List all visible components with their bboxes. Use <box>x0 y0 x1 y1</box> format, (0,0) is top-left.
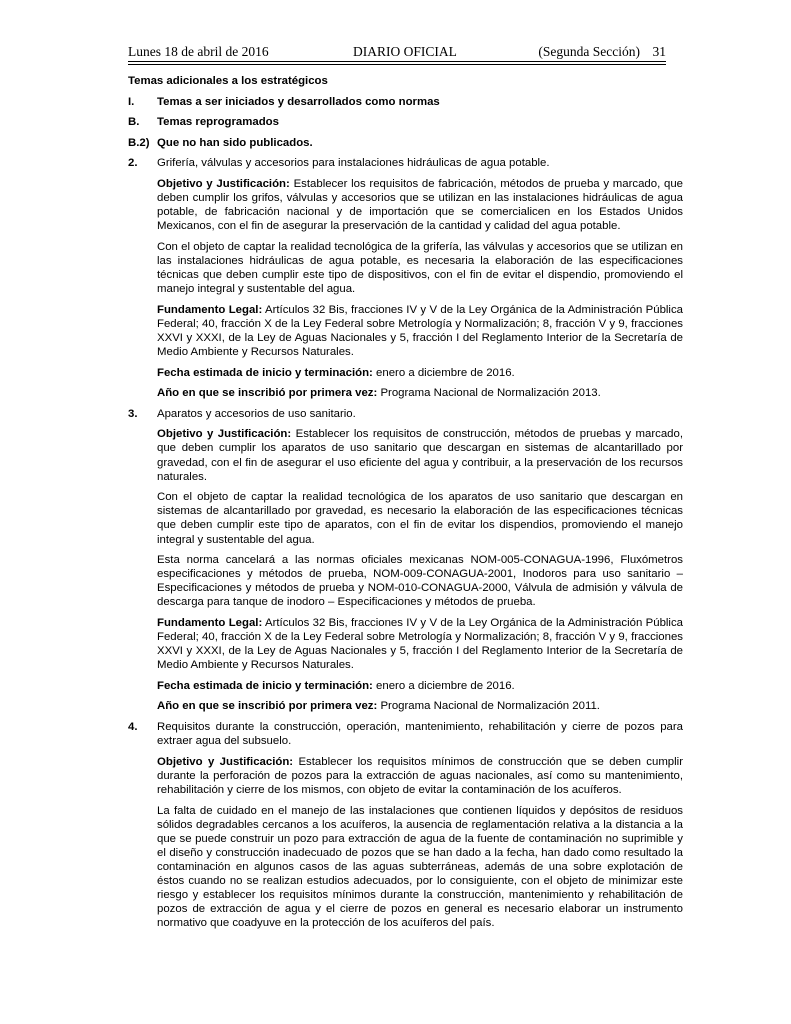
fundamento-label: Fundamento Legal: <box>157 303 263 316</box>
objetivo-text: Establecer los requisitos de fabricación, métodos de prueba y marcado, que deben cumplir los grifos, válvulas y accesorios que se utilizan en las instalaciones hidráulicas de agua potable, de fabricación nacional y de importación que se comercialicen en los Estados Unidos Mexicanos, con el fin de asegurar la preservación de la cantidad y calidad del agua potable. <box>157 177 684 233</box>
header-rule-top <box>128 61 666 62</box>
objetivo-label: Objetivo y Justificación: <box>157 177 290 190</box>
item-number: 4. <box>128 721 138 734</box>
objetivo-paragraph <box>157 427 683 483</box>
objetivo-label: Objetivo y Justificación: <box>157 755 294 768</box>
header-page-number: 31 <box>652 44 666 59</box>
list-item <box>128 156 683 170</box>
fundamento-text: Artículos 32 Bis, fracciones IV y V de la Ley Orgánica de la Administración Pública Federal; 40, fracción X de la Ley Federal sobre Metrología y Normalización; 8, fracción V y 9, fracciones XXVI y XXXI, de la Ley de Aguas Nacionales y 5, fracción I del Reglamento Interior de la Secretaría de Medio Ambiente y Recursos Naturales. <box>157 303 683 358</box>
body-paragraph: Esta norma cancelará a las normas oficiales mexicanas NOM-005-CONAGUA-1996, Fluxómetros especificaciones y métodos de prueba, NOM-009-CONAGUA-2001, Inodoros para uso sanitario – Especificaciones y métodos de prueba y NOM-010-CONAGUA-2000, Válvula de admisión y válvula de descarga para tanque de inodoro – Especificaciones y métodos de prueba. <box>157 554 683 609</box>
objetivo-text: Establecer los requisitos mínimos de construcción que se deben cumplir durante la perforación de pozos para la extracción de aguas nacionales, así como su mantenimiento, rehabilitación y cierre de los mismos, con objeto de evitar la contaminación de los acuíferos. <box>157 755 683 796</box>
anio-label: Año en que se inscribió por primera vez: <box>157 700 378 713</box>
item-number: 2. <box>128 157 138 170</box>
list-item <box>128 407 683 421</box>
section-b2-number: B.2) <box>128 136 150 149</box>
anio-paragraph <box>157 699 683 713</box>
objetivo-text: Establecer los requisitos de construcción, métodos de pruebas y marcado, que deben cumplir los aparatos de uso sanitario que descargan en sistemas de alcantarillado por gravedad, con el fin de asegurar el uso eficiente del agua y contribuir, a la preservación de los recursos naturales. <box>157 428 683 483</box>
objetivo-label: Objetivo y Justificación: <box>157 428 292 441</box>
section-b2 <box>128 136 683 150</box>
body-paragraph: Con el objeto de captar la realidad tecnológica de la grifería, las válvulas y accesorios que se utilizan en las instalaciones hidráulicas de agua potable, es necesaria la elaboración de las especificaciones técnicas que deben cumplir este tipo de dispositivos, con el fin de evitar el dispendio, promoviendo el manejo integral y sustentable del agua. <box>157 240 683 296</box>
anio-label: Año en que se inscribió por primera vez: <box>157 387 378 400</box>
section-heading: Temas adicionales a los estratégicos <box>128 75 328 87</box>
section-i-text: Temas a ser iniciados y desarrollados como normas <box>157 95 440 108</box>
fundamento-paragraph <box>157 303 683 359</box>
header-title: DIARIO OFICIAL <box>353 44 457 59</box>
body-paragraph: La falta de cuidado en el manejo de las instalaciones que contienen líquidos y depósitos de residuos sólidos degradables cercanos a los acuíferos, la ausencia de reglamentación relativa a la distancia a la que se puede construir un pozo para extracción de agua de la fuente de contaminación no suprimible y el diseño y construcción inadecuado de pozos que se han dado a la fecha, han dado como resultado la contaminación en algunos casos de las aguas subterráneas, además de una sobre explotación de éstos cuando no se realizan estudios adecuados, por lo consiguiente, con el objeto de minimizar este riesgo y establecer los requisitos mínimos durante la construcción, mantenimiento y rehabilitación de pozos de extracción de agua y el cierre de pozos en general es necesario elaborar un instrumento normativo que coadyuve en la protección de los acuíferos del país. <box>157 804 683 930</box>
document-body <box>128 74 683 937</box>
anio-text: Programa Nacional de Normalización 2011. <box>380 700 600 713</box>
item-title: Aparatos y accesorios de uso sanitario. <box>157 407 356 420</box>
list-item <box>128 720 683 748</box>
body-paragraph: Con el objeto de captar la realidad tecnológica de los aparatos de uso sanitario que descargan en sistemas de alcantarillado por gravedad, es necesario la elaboración de las especificaciones técnicas que deben cumplir este tipo de aparatos, con el fin de evitar los dispendios, promoviendo el manejo integral y sustentable del agua. <box>157 491 683 546</box>
section-b-text: Temas reprogramados <box>157 116 279 129</box>
item-title: Grifería, válvulas y accesorios para instalaciones hidráulicas de agua potable. <box>157 157 550 170</box>
fundamento-paragraph <box>157 616 683 672</box>
fecha-label: Fecha estimada de inicio y terminación: <box>157 679 373 692</box>
fecha-paragraph <box>157 366 683 380</box>
header-date: Lunes 18 de abril de 2016 <box>128 44 269 59</box>
section-b <box>128 115 683 129</box>
item-title: Requisitos durante la construcción, operación, mantenimiento, rehabilitación y cierre de pozos para extraer agua del subsuelo. <box>157 721 683 748</box>
page-header <box>128 44 666 62</box>
anio-paragraph <box>157 386 683 400</box>
fundamento-text: Artículos 32 Bis, fracciones IV y V de la Ley Orgánica de la Administración Pública Federal; 40, fracción X de la Ley Federal sobre Metrología y Normalización; 8, fracción V y 9, fracciones XXVI y XXXI, de la Ley de Aguas Nacionales y 5, fracción I del Reglamento Interior de la Secretaría de Medio Ambiente y Recursos Naturales. <box>157 617 683 672</box>
header-rule-bottom <box>128 64 666 65</box>
section-i-number: I. <box>128 95 135 108</box>
item-number: 3. <box>128 407 138 420</box>
section-i <box>128 95 683 109</box>
header-section: (Segunda Sección) <box>538 44 640 59</box>
section-b2-text: Que no han sido publicados. <box>157 136 313 149</box>
fecha-text: enero a diciembre de 2016. <box>376 679 515 692</box>
anio-text: Programa Nacional de Normalización 2013. <box>380 387 601 400</box>
fundamento-label: Fundamento Legal: <box>157 617 263 629</box>
fecha-paragraph <box>157 679 683 693</box>
objetivo-paragraph <box>157 177 683 233</box>
objetivo-paragraph <box>157 755 683 797</box>
section-b-number: B. <box>128 116 140 129</box>
fecha-text: enero a diciembre de 2016. <box>376 366 515 379</box>
fecha-label: Fecha estimada de inicio y terminación: <box>157 366 373 379</box>
